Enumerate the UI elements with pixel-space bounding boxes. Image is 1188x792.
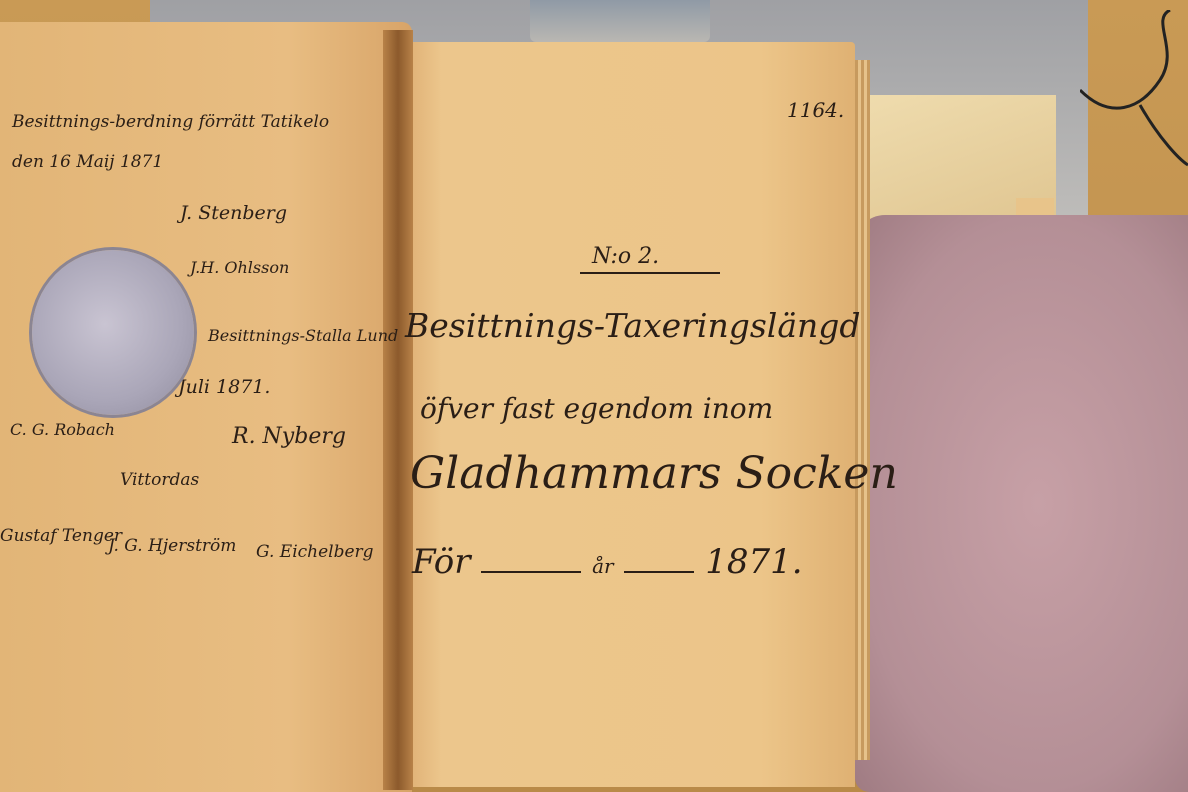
signature-eichelberg: G. Eichelberg [256, 542, 374, 562]
year-prefix: För [412, 542, 471, 582]
signature-stenberg: J. Stenberg [180, 202, 288, 224]
grey-box [530, 0, 710, 42]
year-blank-1 [481, 571, 581, 573]
pillow [855, 215, 1188, 792]
number-underline [580, 272, 720, 274]
year-value: 1871. [705, 542, 803, 582]
signature-robach: C. G. Robach [10, 420, 115, 439]
title-line-3: Gladhammars Socken [410, 448, 898, 499]
year-blank-2 [624, 571, 694, 573]
page-number: 1164. [787, 98, 845, 122]
signature-hjerstrom: J. G. Hjerström [108, 536, 237, 556]
signature-nyberg: R. Nyberg [232, 424, 346, 449]
title-line-2: öfver fast egendom inom [420, 392, 774, 425]
book-spine [383, 30, 413, 790]
magnifier-glass [32, 250, 194, 415]
signature-ohlsson: J.H. Ohlsson [190, 258, 290, 277]
year-mid: år [592, 554, 614, 578]
cable-image [1080, 10, 1188, 170]
left-page [0, 22, 412, 792]
left-place: Besittnings-Stalla Lund [208, 326, 399, 345]
title-line-1: Besittnings-Taxeringslängd [405, 306, 861, 345]
left-date: Juli 1871. [178, 376, 271, 398]
left-line-1: Besittnings-berdning förrätt Tatikelo [12, 112, 330, 132]
number-label: N:o 2. [592, 244, 660, 269]
left-line-2: den 16 Maij 1871 [12, 152, 164, 172]
witness-label: Vittordas [120, 470, 200, 490]
year-line [412, 542, 803, 582]
signature-tenger: Gustaf Tenger [0, 526, 123, 546]
